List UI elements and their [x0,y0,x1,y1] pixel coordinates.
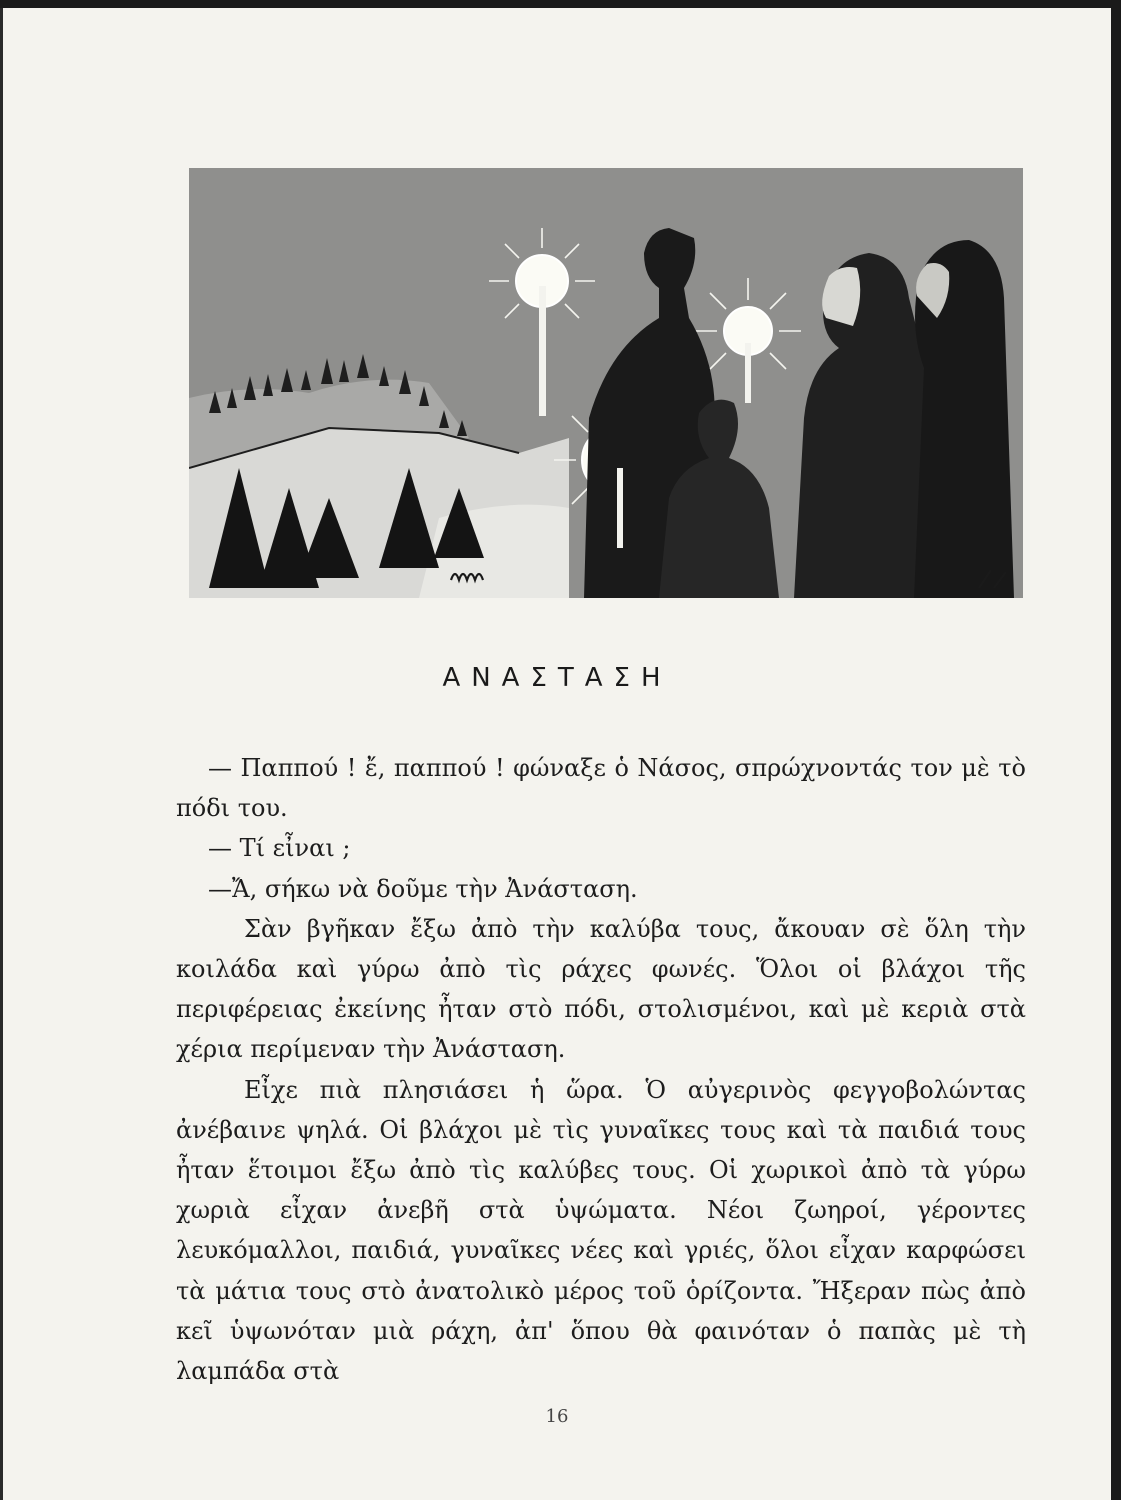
chapter-title: ΑΝΑΣΤΑΣΗ [442,663,672,693]
scan-border-right [1111,0,1121,1500]
page-number: 16 [545,1406,569,1427]
book-page [3,8,1111,1500]
paragraph-narration-1: Σὰν βγῆκαν ἔξω ἀπὸ τὴν καλύβα τους, ἄκουαν σὲ ὅλη τὴν κοιλάδα καὶ γύρω ἀπὸ τὶς ράχες φωνές. Ὅλοι οἱ βλάχοι τῆς περιφέρειας ἐκείνης ἦταν στὸ πόδι, στολισμένοι, καὶ μὲ κεριὰ στὰ χέρια περίμεναν τὴν Ἀνάσταση. [176,914,1026,1064]
body-text [176,748,1026,1391]
scan-border-top [0,0,1121,8]
paragraph-dialogue-2: — Τί εἶναι ; [208,834,351,863]
paragraph-narration-2: Εἶχε πιὰ πλησιάσει ἡ ὥρα. Ὁ αὐγερινὸς φεγγοβολώντας ἀνέβαινε ψηλά. Οἱ βλάχοι μὲ τὶς γυναῖκες τους καὶ τὰ παιδιά τους ἦταν ἕτοιμοι ἔξω ἀπὸ τὶς καλύβες τους. Οἱ χωρικοὶ ἀπὸ τὰ γύρω χωριὰ εἶχαν ἀνεβῆ στὰ ὑψώματα. Νέοι ζωηροί, γέροντες λευκόμαλλοι, παιδιά, γυναῖκες νέες καὶ γριές, ὅλοι εἶχαν καρφώσει τὰ μάτια τους στὸ ἀνατολικὸ μέρος τοῦ ὁρίζοντα. Ἤξεραν πὼς ἀπὸ κεῖ ὑψωνόταν μιὰ ράχη, ἀπ' ὅπου θὰ φαινόταν ὁ παπὰς μὲ τὴ λαμπάδα στὰ [176,1075,1026,1386]
easter-night-illustration [189,168,1023,598]
paragraph-dialogue-1: — Παππού ! ἔ, παππού ! φώναξε ὁ Νάσος, σπρώχνοντάς τον μὲ τὸ πόδι του. [176,754,1026,823]
paragraph-dialogue-3: —Ἄ, σήκω νὰ δοῦμε τὴν Ἀνάσταση. [208,874,638,903]
